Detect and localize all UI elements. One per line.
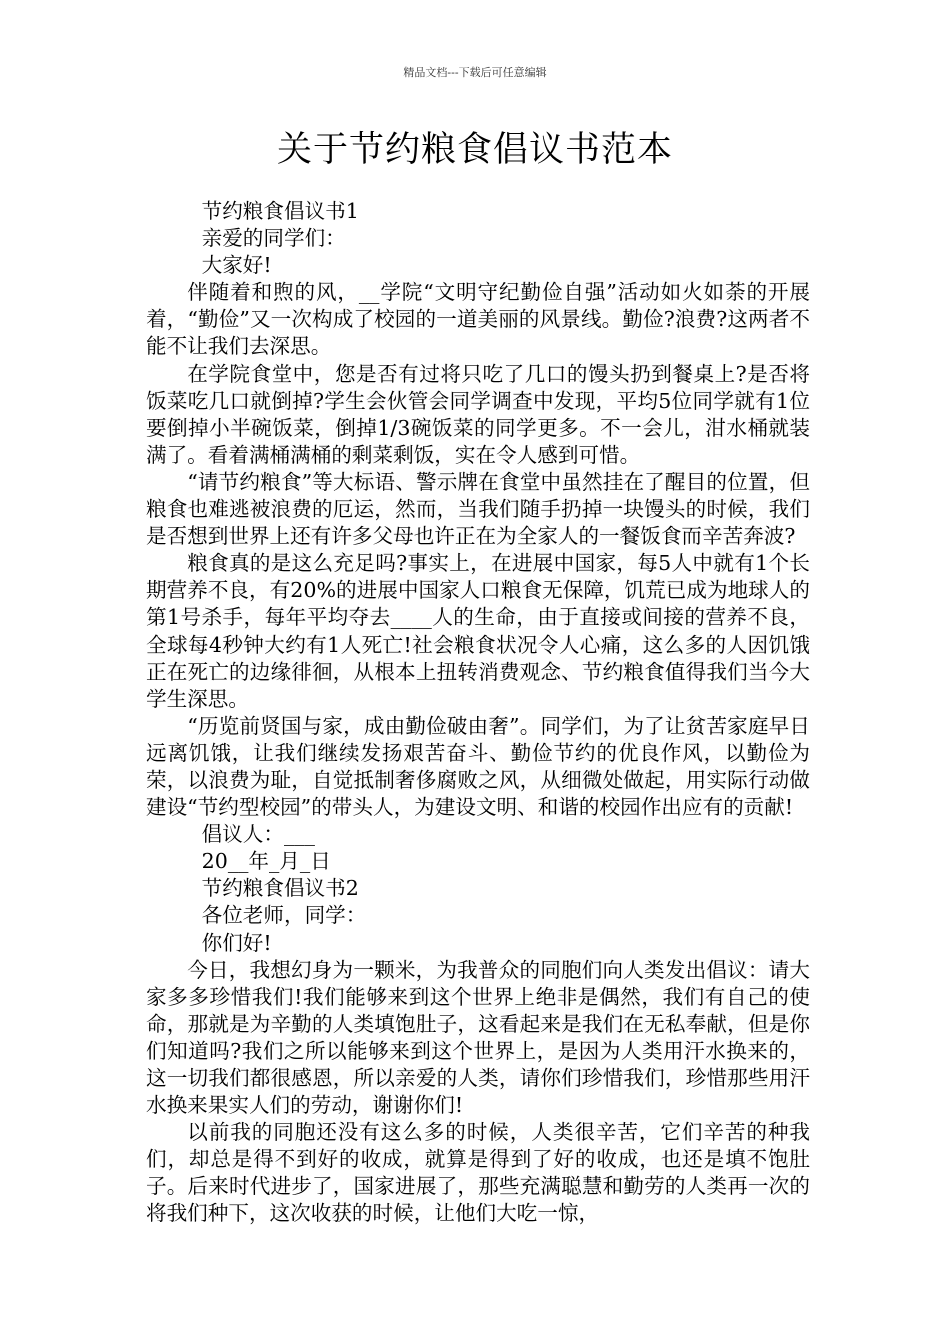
greeting-1: 大家好! (201, 253, 272, 278)
document-body (146, 198, 810, 1228)
paragraph: 在学院食堂中，您是否有过将只吃了几口的馒头扔到餐桌上?是否将饭菜吃几口就倒掉?学生会伙管会同学调查中发现，平均5位同学就有1位要倒掉小半碗饭菜，倒掉1/3碗饭菜的同学更多。不一会儿，泔水桶就装满了。看着满桶满桶的剩菜剩饭，实在令人感到可惜。 (146, 361, 810, 467)
salutation-2: 各位老师，同学： (201, 903, 367, 928)
letter-heading-1: 节约粮食倡议书1 (201, 199, 359, 223)
paragraph: 今日，我想幻身为一颗米，为我普众的同胞们向人类发出倡议：请大家多多珍惜我们!我们能够来到这个世界上绝非是偶然，我们有自己的使命，那就是为辛勤的人类填饱肚子，这看起来是我们在无私奉献，但是你们知道吗?我们之所以能够来到这个世界上，是因为人类用汗水换来的，这一切我们都很感恩，所以亲爱的人类，请你们珍惜我们，珍惜那些用汗水换来果实人们的劳动，谢谢你们! (146, 957, 810, 1118)
paragraph: 伴随着和煦的风，__学院“文明守纪勤俭自强”活动如火如荼的开展着，“勤俭”又一次构成了校园的一道美丽的风景线。勤俭?浪费?这两者不能不让我们去深思。 (146, 280, 810, 359)
greeting-2: 你们好! (201, 930, 272, 955)
header-note: 精品文档---下载后可任意编辑 (403, 66, 547, 79)
signature-line: 倡议人：___ (201, 822, 315, 847)
letter-heading-2: 节约粮食倡议书2 (201, 876, 359, 901)
salutation-1: 亲爱的同学们： (201, 226, 346, 251)
paragraph: “请节约粮食”等大标语、警示牌在食堂中虽然挂在了醒目的位置，但粮食也难逃被浪费的厄运，然而，当我们随手扔掉一块馒头的时候，我们是否想到世界上还有许多父母也许正在为全家人的一餐饭食而辛苦奔波? (146, 469, 810, 549)
date-line: 20__年_月_日 (201, 849, 331, 874)
paragraph: “历览前贤国与家，成由勤俭破由奢”。同学们，为了让贫苦家庭早日远离饥饿，让我们继续发扬艰苦奋斗、勤俭节约的优良作风，以勤俭为荣，以浪费为耻，自觉抵制奢侈腐败之风，从细微处做起，用实际行动做建设“节约型校园”的带头人，为建设文明、和谐的校园作出应有的贡献! (146, 713, 810, 820)
paragraph: 粮食真的是这么充足吗?事实上，在进展中国家，每5人中就有1个长期营养不良，有20%的进展中国家人口粮食无保障，饥荒已成为地球人的第1号杀手，每年平均夺去____人的生命，由于直接或间接的营养不良，全球每4秒钟大约有1人死亡!社会粮食状况令人心痛，这么多的人因饥饿正在死亡的边缘徘徊，从根本上扭转消费观念、节约粮食值得我们当今大学生深思。 (146, 551, 810, 711)
document-title: 关于节约粮食倡议书范本 (276, 130, 673, 170)
paragraph: 以前我的同胞还没有这么多的时候，人类很辛苦，它们辛苦的种我们，却总是得不到好的收成，就算是得到了好的收成，也还是填不饱肚子。后来时代进步了，国家进展了，那些充满聪慧和勤劳的人类再一次的将我们种下，这次收获的时候，让他们大吃一惊， (146, 1120, 810, 1226)
